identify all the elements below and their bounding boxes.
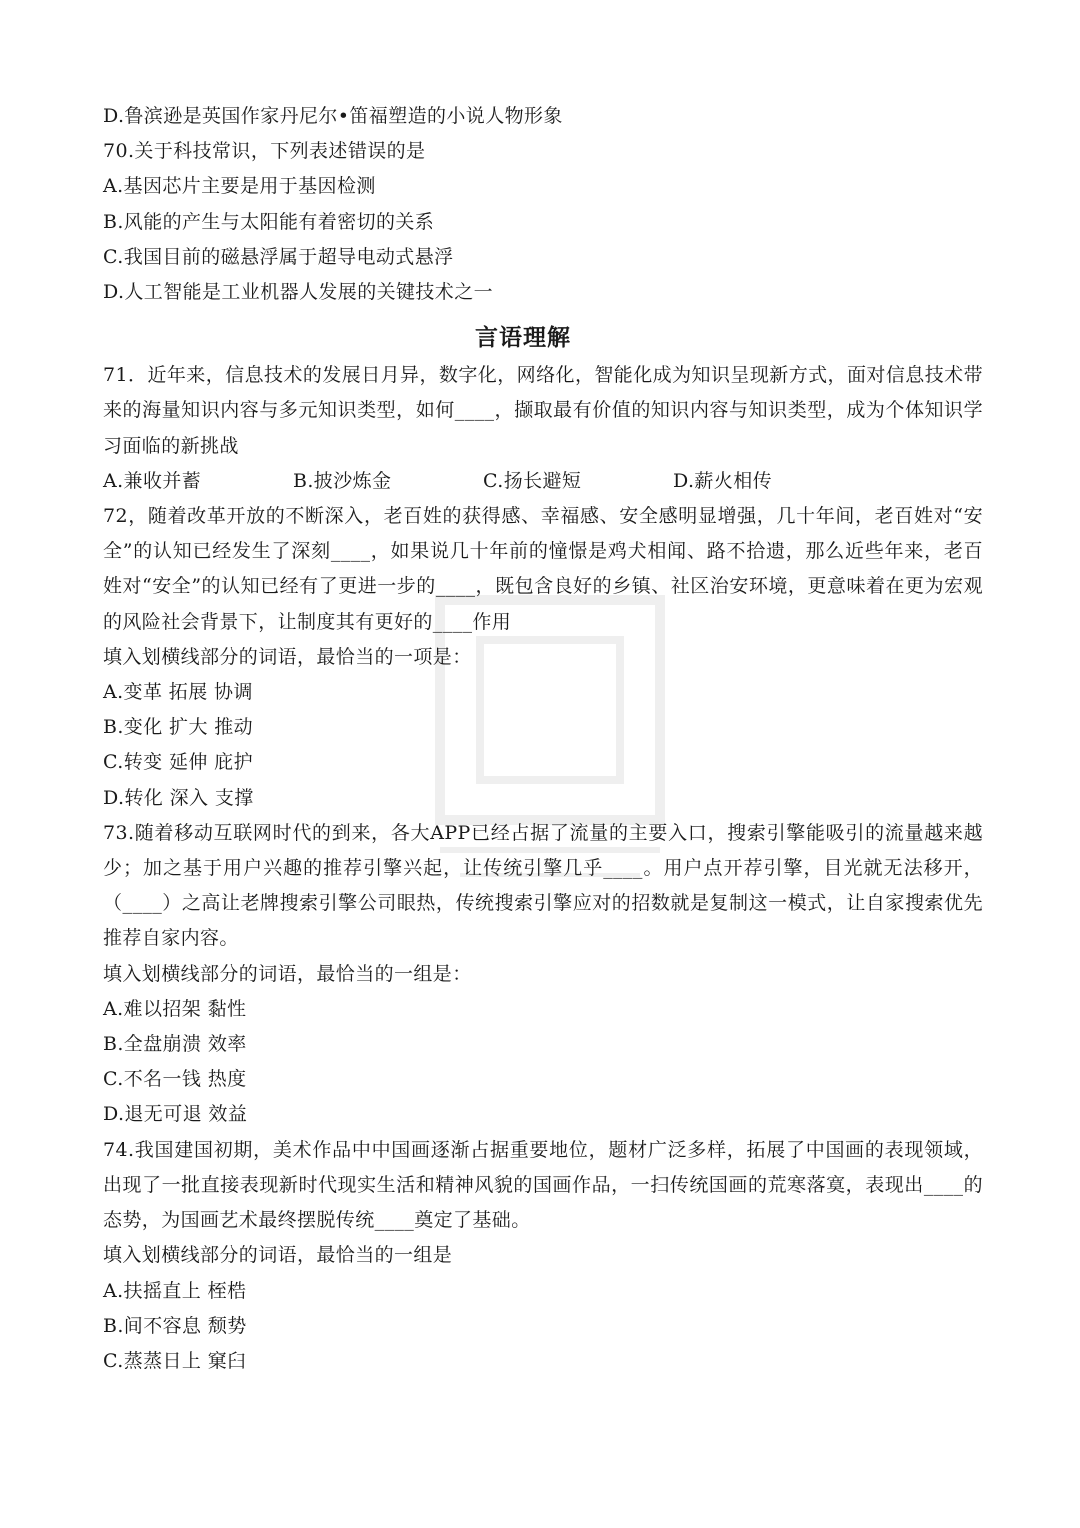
q74-stem: 74.我国建国初期，美术作品中中国画逐渐占据重要地位，题材广泛多样，拓展了中国画的表现领域，出现了一批直接表现新时代现实生活和精神风貌的国画作品，一扫传统国画的荒寒落寞，表现出____的态势，为国画艺术最终摆脱传统____奠定了基础。 [103, 1138, 983, 1232]
q74-option-c: C.蒸蒸日上 窠臼 [103, 1349, 247, 1372]
q71-option-a: A.兼收并蓄 [103, 469, 202, 492]
q71-option-d: D.薪火相传 [673, 469, 772, 492]
q70-option-b: B.风能的产生与太阳能有着密切的关系 [103, 210, 435, 233]
q73-option-c: C.不名一钱 热度 [103, 1068, 247, 1091]
q74-prompt: 填入划横线部分的词语，最恰当的一组是 [103, 1244, 453, 1267]
q72-option-a: A.变革 拓展 协调 [103, 681, 253, 704]
q72-stem: 72，随着改革开放的不断深入，老百姓的获得感、幸福感、安全感明显增强，几十年间，老百姓对“安全”的认知已经发生了深刻____，如果说几十年前的憧憬是鸡犬相闻、路不拾遗，那么近些年来，老百姓对“安全”的认知已经有了更进一步的____，既包含良好的乡镇、社区治安环境，更意味着在更为宏观的风险社会背景下，让制度其有更好的____作用 [103, 505, 983, 633]
q71-stem: 71．近年来，信息技术的发展日月异，数字化，网络化，智能化成为知识呈现新方式，面对信息技术带来的海量知识内容与多元知识类型，如何____，撷取最有价值的知识内容与知识类型，成为个体知识学习面临的新挑战 [103, 364, 983, 457]
q72-option-c: C.转变 延伸 庇护 [103, 751, 253, 774]
q73-option-b: B.全盘崩溃 效率 [103, 1033, 247, 1056]
document-content [103, 99, 983, 1379]
q73-stem: 73.随着移动互联网时代的到来，各大APP已经占据了流量的主要入口，搜索引擎能吸引的流量越来越少；加之基于用户兴趣的推荐引擎兴起，让传统引擎几乎____。用户点开荐引擎，目光就无法移开，（____）之高让老牌搜索引擎公司眼热，传统搜索引擎应对的招数就是复制这一模式，让自家搜索优先推荐自家内容。 [103, 821, 983, 950]
q70-option-c: C.我国目前的磁悬浮属于超导电动式悬浮 [103, 245, 454, 268]
q70-option-d: D.人工智能是工业机器人发展的关键技术之一 [103, 281, 493, 304]
section-title: 言语理解 [475, 325, 571, 352]
q74-option-b: B.间不容息 颓势 [103, 1314, 247, 1337]
q73-option-d: D.退无可退 效益 [103, 1103, 248, 1126]
q73-option-a: A.难以招架 黏性 [103, 997, 247, 1020]
q74-option-a: A.扶摇直上 桎梏 [103, 1279, 247, 1302]
q72-option-b: B.变化 扩大 推动 [103, 716, 254, 739]
q71-option-b: B.披沙炼金 [293, 469, 392, 492]
q73-prompt: 填入划横线部分的词语，最恰当的一组是： [103, 962, 472, 985]
q70-option-a: A.基因芯片主要是用于基因检测 [103, 175, 376, 198]
q71-option-c: C.扬长避短 [483, 469, 582, 492]
q70-stem: 70.关于科技常识，下列表述错误的是 [103, 140, 426, 163]
q72-prompt: 填入划横线部分的词语，最恰当的一项是： [103, 645, 472, 668]
q69-option-d: D.鲁滨逊是英国作家丹尼尔•笛福塑造的小说人物形象 [103, 105, 563, 127]
q71-options [103, 464, 983, 499]
q72-option-d: D.转化 深入 支撑 [103, 786, 254, 809]
